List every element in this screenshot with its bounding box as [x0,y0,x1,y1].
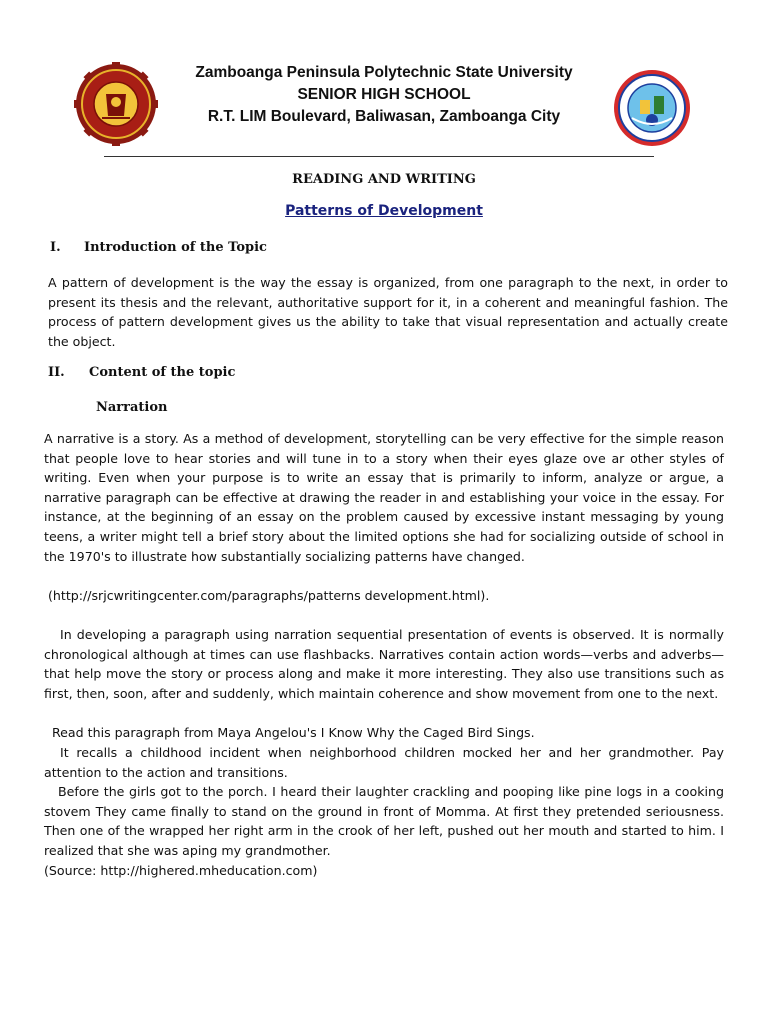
narration-paragraph-4: It recalls a childhood incident when neighborhood children mocked her and her grandmother. Pay attention to the action and transitions. [44,745,724,780]
introduction-paragraph: A pattern of development is the way the essay is organized, from one paragraph to the next, in order to present its thesis and the relevant, authoritative support for it, in a coherent and meaningful fashion. The process of pattern development gives us the ability to take that visual representation and actually create the object. [48,275,728,349]
page-title: Patterns of Development [285,203,483,219]
narration-source-2: (Source: http://highered.mheducation.com) [44,863,318,878]
section-2-label: Content of the topic [89,365,236,380]
section-2-number: II. [48,365,65,380]
header-divider [104,156,654,157]
narration-excerpt: Before the girls got to the porch. I heard their laughter crackling and pooping like pine logs in a cooking stovem They came finally to stand on the ground in front of Momma. At first they pretended seriousness. Then one of the wrapped her right arm in the crook of her left, pushed out her mouth and started to him. I realized that she was aping my grandmother. [44,784,724,858]
school-name: SENIOR HIGH SCHOOL [297,86,471,103]
narration-heading: Narration [96,400,168,415]
narration-paragraph-1: A narrative is a story. As a method of development, storytelling can be very effective for the simple reason that people love to hear stories and will tune in to a story when their eyes glaze ove ar other styles of writing. Even when your purpose is to write an essay that is primarily to inform, analyze or argue, a narrative paragraph can be effective at drawing the reader in and establishing your voice in the essay. For instance, at the beginning of an essay on the problem caused by excessive instant messaging by young teens, a writer might tell a brief story about the limited options she had for socializing outside of school in the 1970's to illustrate how substantially socializing patterns have changed. [44,431,724,564]
university-name: Zamboanga Peninsula Polytechnic State University [195,64,573,81]
subject-heading: READING AND WRITING [292,172,476,187]
senior-high-school-seal-icon [612,68,692,148]
section-1-heading [50,240,450,258]
letterhead [0,60,768,140]
school-address: R.T. LIM Boulevard, Baliwasan, Zamboanga City [207,108,561,125]
section-1-number: I. [50,240,61,255]
narration-paragraph-3: Read this paragraph from Maya Angelou's I Know Why the Caged Bird Sings. [52,725,535,740]
section-2-heading [48,365,448,383]
section-1-label: Introduction of the Topic [84,240,267,255]
narration-paragraph-2: In developing a paragraph using narration sequential presentation of events is observed. It is normally chronological although at times can use flashbacks. Narratives contain action words—verbs and adverbs—that help move the story or process along and make it more interesting. They also use transitions such as first, then, soon, after and suddenly, which maintain coherence and show movement from one to the next. [44,627,724,701]
university-seal-icon [74,62,158,146]
narration-source-link: (http://srjcwritingcenter.com/paragraphs/patterns development.html). [48,588,490,603]
